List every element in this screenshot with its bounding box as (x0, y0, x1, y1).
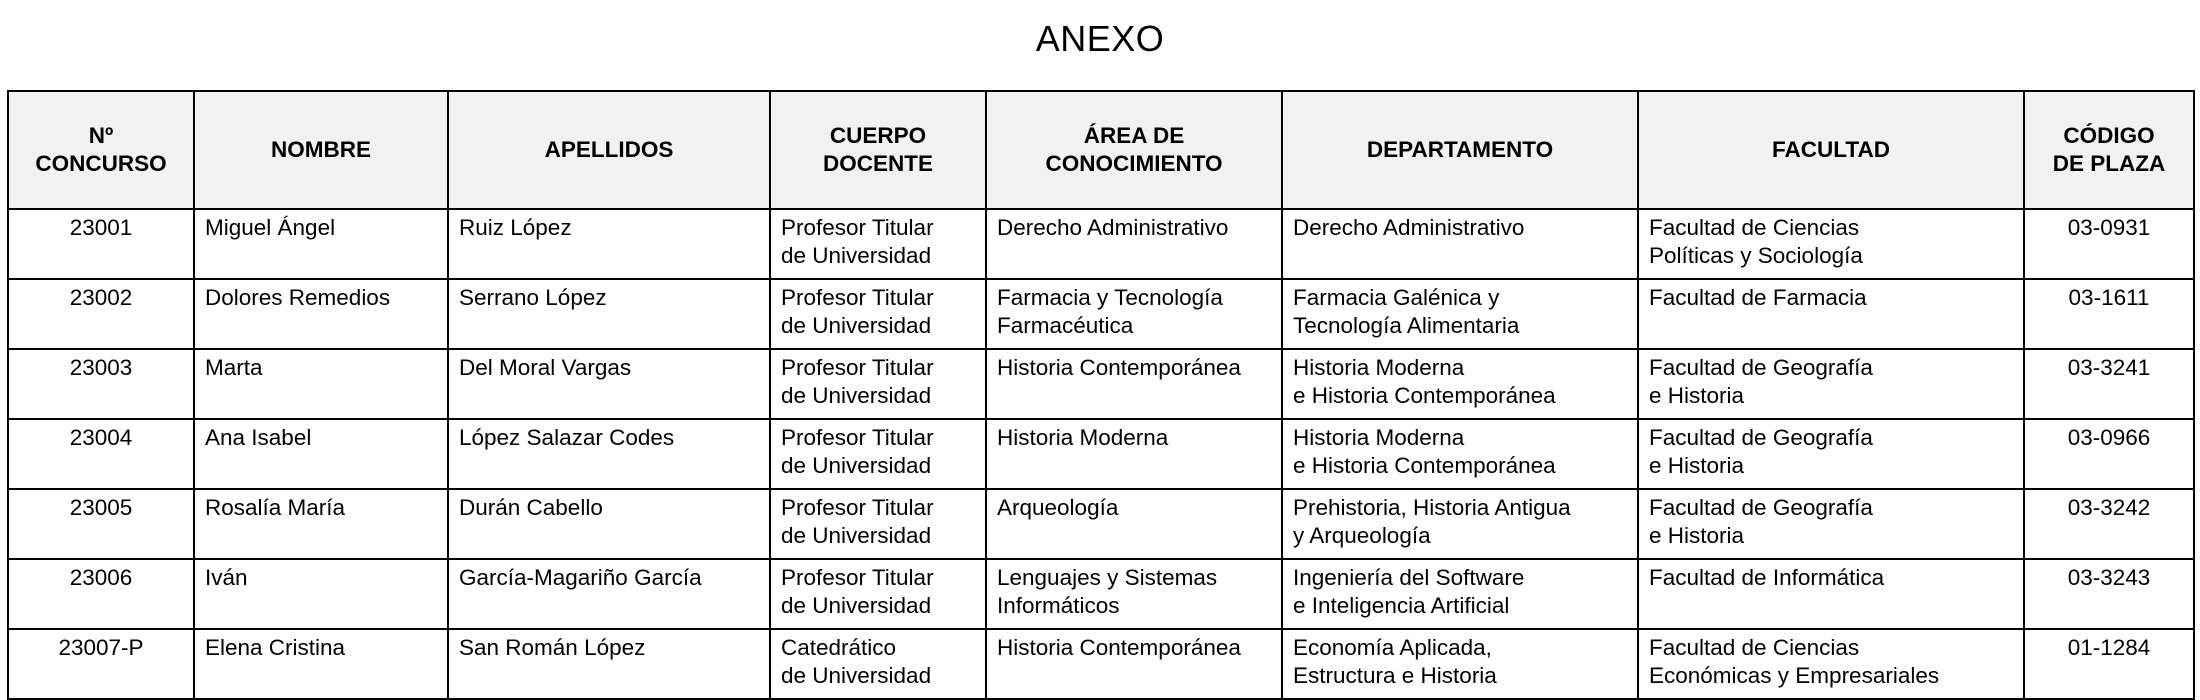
cell-facultad: Facultad de Farmacia (1638, 279, 2024, 349)
header-concurso-label: Nº CONCURSO (35, 123, 167, 176)
header-apellidos (448, 91, 770, 209)
header-codigo-plaza-label: CÓDIGO DE PLAZA (2052, 123, 2166, 176)
header-codigo-plaza (2024, 91, 2194, 209)
cell-cuerpo-docente: Profesor Titular de Universidad (770, 209, 986, 279)
table-row (8, 349, 2194, 419)
cell-departamento: Economía Aplicada, Estructura e Historia (1282, 629, 1638, 699)
cell-area-conocimiento: Historia Contemporánea (986, 629, 1282, 699)
cell-codigo-plaza: 03-3243 (2024, 559, 2194, 629)
cell-nombre: Miguel Ángel (194, 209, 448, 279)
cell-departamento: Historia Moderna e Historia Contemporánea (1282, 349, 1638, 419)
header-nombre (194, 91, 448, 209)
table-body (8, 209, 2194, 699)
table-row (8, 209, 2194, 279)
cell-cuerpo-docente: Catedrático de Universidad (770, 629, 986, 699)
cell-cuerpo-docente: Profesor Titular de Universidad (770, 349, 986, 419)
cell-codigo-plaza: 03-1611 (2024, 279, 2194, 349)
cell-area-conocimiento: Historia Contemporánea (986, 349, 1282, 419)
page-title: ANEXO (1035, 18, 1165, 59)
annex-table (7, 90, 2195, 700)
header-cuerpo-docente (770, 91, 986, 209)
cell-concurso: 23007-P (8, 629, 194, 699)
header-apellidos-label: APELLIDOS (544, 137, 674, 162)
cell-cuerpo-docente: Profesor Titular de Universidad (770, 279, 986, 349)
header-area-conocimiento-label: ÁREA DE CONOCIMIENTO (1045, 123, 1223, 176)
header-departamento (1282, 91, 1638, 209)
cell-nombre: Dolores Remedios (194, 279, 448, 349)
cell-concurso: 23006 (8, 559, 194, 629)
cell-departamento: Farmacia Galénica y Tecnología Alimentaria (1282, 279, 1638, 349)
cell-codigo-plaza: 03-3242 (2024, 489, 2194, 559)
header-nombre-label: NOMBRE (271, 137, 371, 162)
cell-codigo-plaza: 03-0931 (2024, 209, 2194, 279)
cell-area-conocimiento: Derecho Administrativo (986, 209, 1282, 279)
cell-codigo-plaza: 01-1284 (2024, 629, 2194, 699)
cell-facultad: Facultad de Ciencias Políticas y Sociología (1638, 209, 2024, 279)
cell-nombre: Iván (194, 559, 448, 629)
cell-facultad: Facultad de Geografía e Historia (1638, 419, 2024, 489)
cell-concurso: 23003 (8, 349, 194, 419)
table-header (8, 91, 2194, 209)
cell-area-conocimiento: Historia Moderna (986, 419, 1282, 489)
cell-codigo-plaza: 03-0966 (2024, 419, 2194, 489)
cell-apellidos: Durán Cabello (448, 489, 770, 559)
cell-nombre: Marta (194, 349, 448, 419)
cell-departamento: Derecho Administrativo (1282, 209, 1638, 279)
cell-nombre: Rosalía María (194, 489, 448, 559)
header-row (8, 91, 2194, 209)
cell-apellidos: Del Moral Vargas (448, 349, 770, 419)
cell-concurso: 23004 (8, 419, 194, 489)
cell-apellidos: García-Magariño García (448, 559, 770, 629)
cell-codigo-plaza: 03-3241 (2024, 349, 2194, 419)
cell-cuerpo-docente: Profesor Titular de Universidad (770, 489, 986, 559)
cell-apellidos: San Román López (448, 629, 770, 699)
cell-apellidos: Ruiz López (448, 209, 770, 279)
cell-concurso: 23002 (8, 279, 194, 349)
table-row (8, 629, 2194, 699)
table-row (8, 559, 2194, 629)
cell-departamento: Historia Moderna e Historia Contemporánea (1282, 419, 1638, 489)
table-row (8, 419, 2194, 489)
cell-cuerpo-docente: Profesor Titular de Universidad (770, 419, 986, 489)
cell-apellidos: Serrano López (448, 279, 770, 349)
cell-nombre: Ana Isabel (194, 419, 448, 489)
cell-area-conocimiento: Farmacia y Tecnología Farmacéutica (986, 279, 1282, 349)
cell-nombre: Elena Cristina (194, 629, 448, 699)
cell-area-conocimiento: Arqueología (986, 489, 1282, 559)
table-row (8, 279, 2194, 349)
cell-concurso: 23001 (8, 209, 194, 279)
cell-concurso: 23005 (8, 489, 194, 559)
header-cuerpo-docente-label: CUERPO DOCENTE (822, 123, 933, 176)
cell-departamento: Prehistoria, Historia Antigua y Arqueología (1282, 489, 1638, 559)
table-row (8, 489, 2194, 559)
cell-area-conocimiento: Lenguajes y Sistemas Informáticos (986, 559, 1282, 629)
cell-facultad: Facultad de Geografía e Historia (1638, 349, 2024, 419)
header-departamento-label: DEPARTAMENTO (1366, 137, 1554, 162)
cell-facultad: Facultad de Ciencias Económicas y Empresariales (1638, 629, 2024, 699)
header-concurso (8, 91, 194, 209)
cell-facultad: Facultad de Geografía e Historia (1638, 489, 2024, 559)
header-facultad (1638, 91, 2024, 209)
cell-facultad: Facultad de Informática (1638, 559, 2024, 629)
cell-apellidos: López Salazar Codes (448, 419, 770, 489)
header-area-conocimiento (986, 91, 1282, 209)
header-facultad-label: FACULTAD (1772, 137, 1890, 162)
cell-departamento: Ingeniería del Software e Inteligencia Artificial (1282, 559, 1638, 629)
cell-cuerpo-docente: Profesor Titular de Universidad (770, 559, 986, 629)
